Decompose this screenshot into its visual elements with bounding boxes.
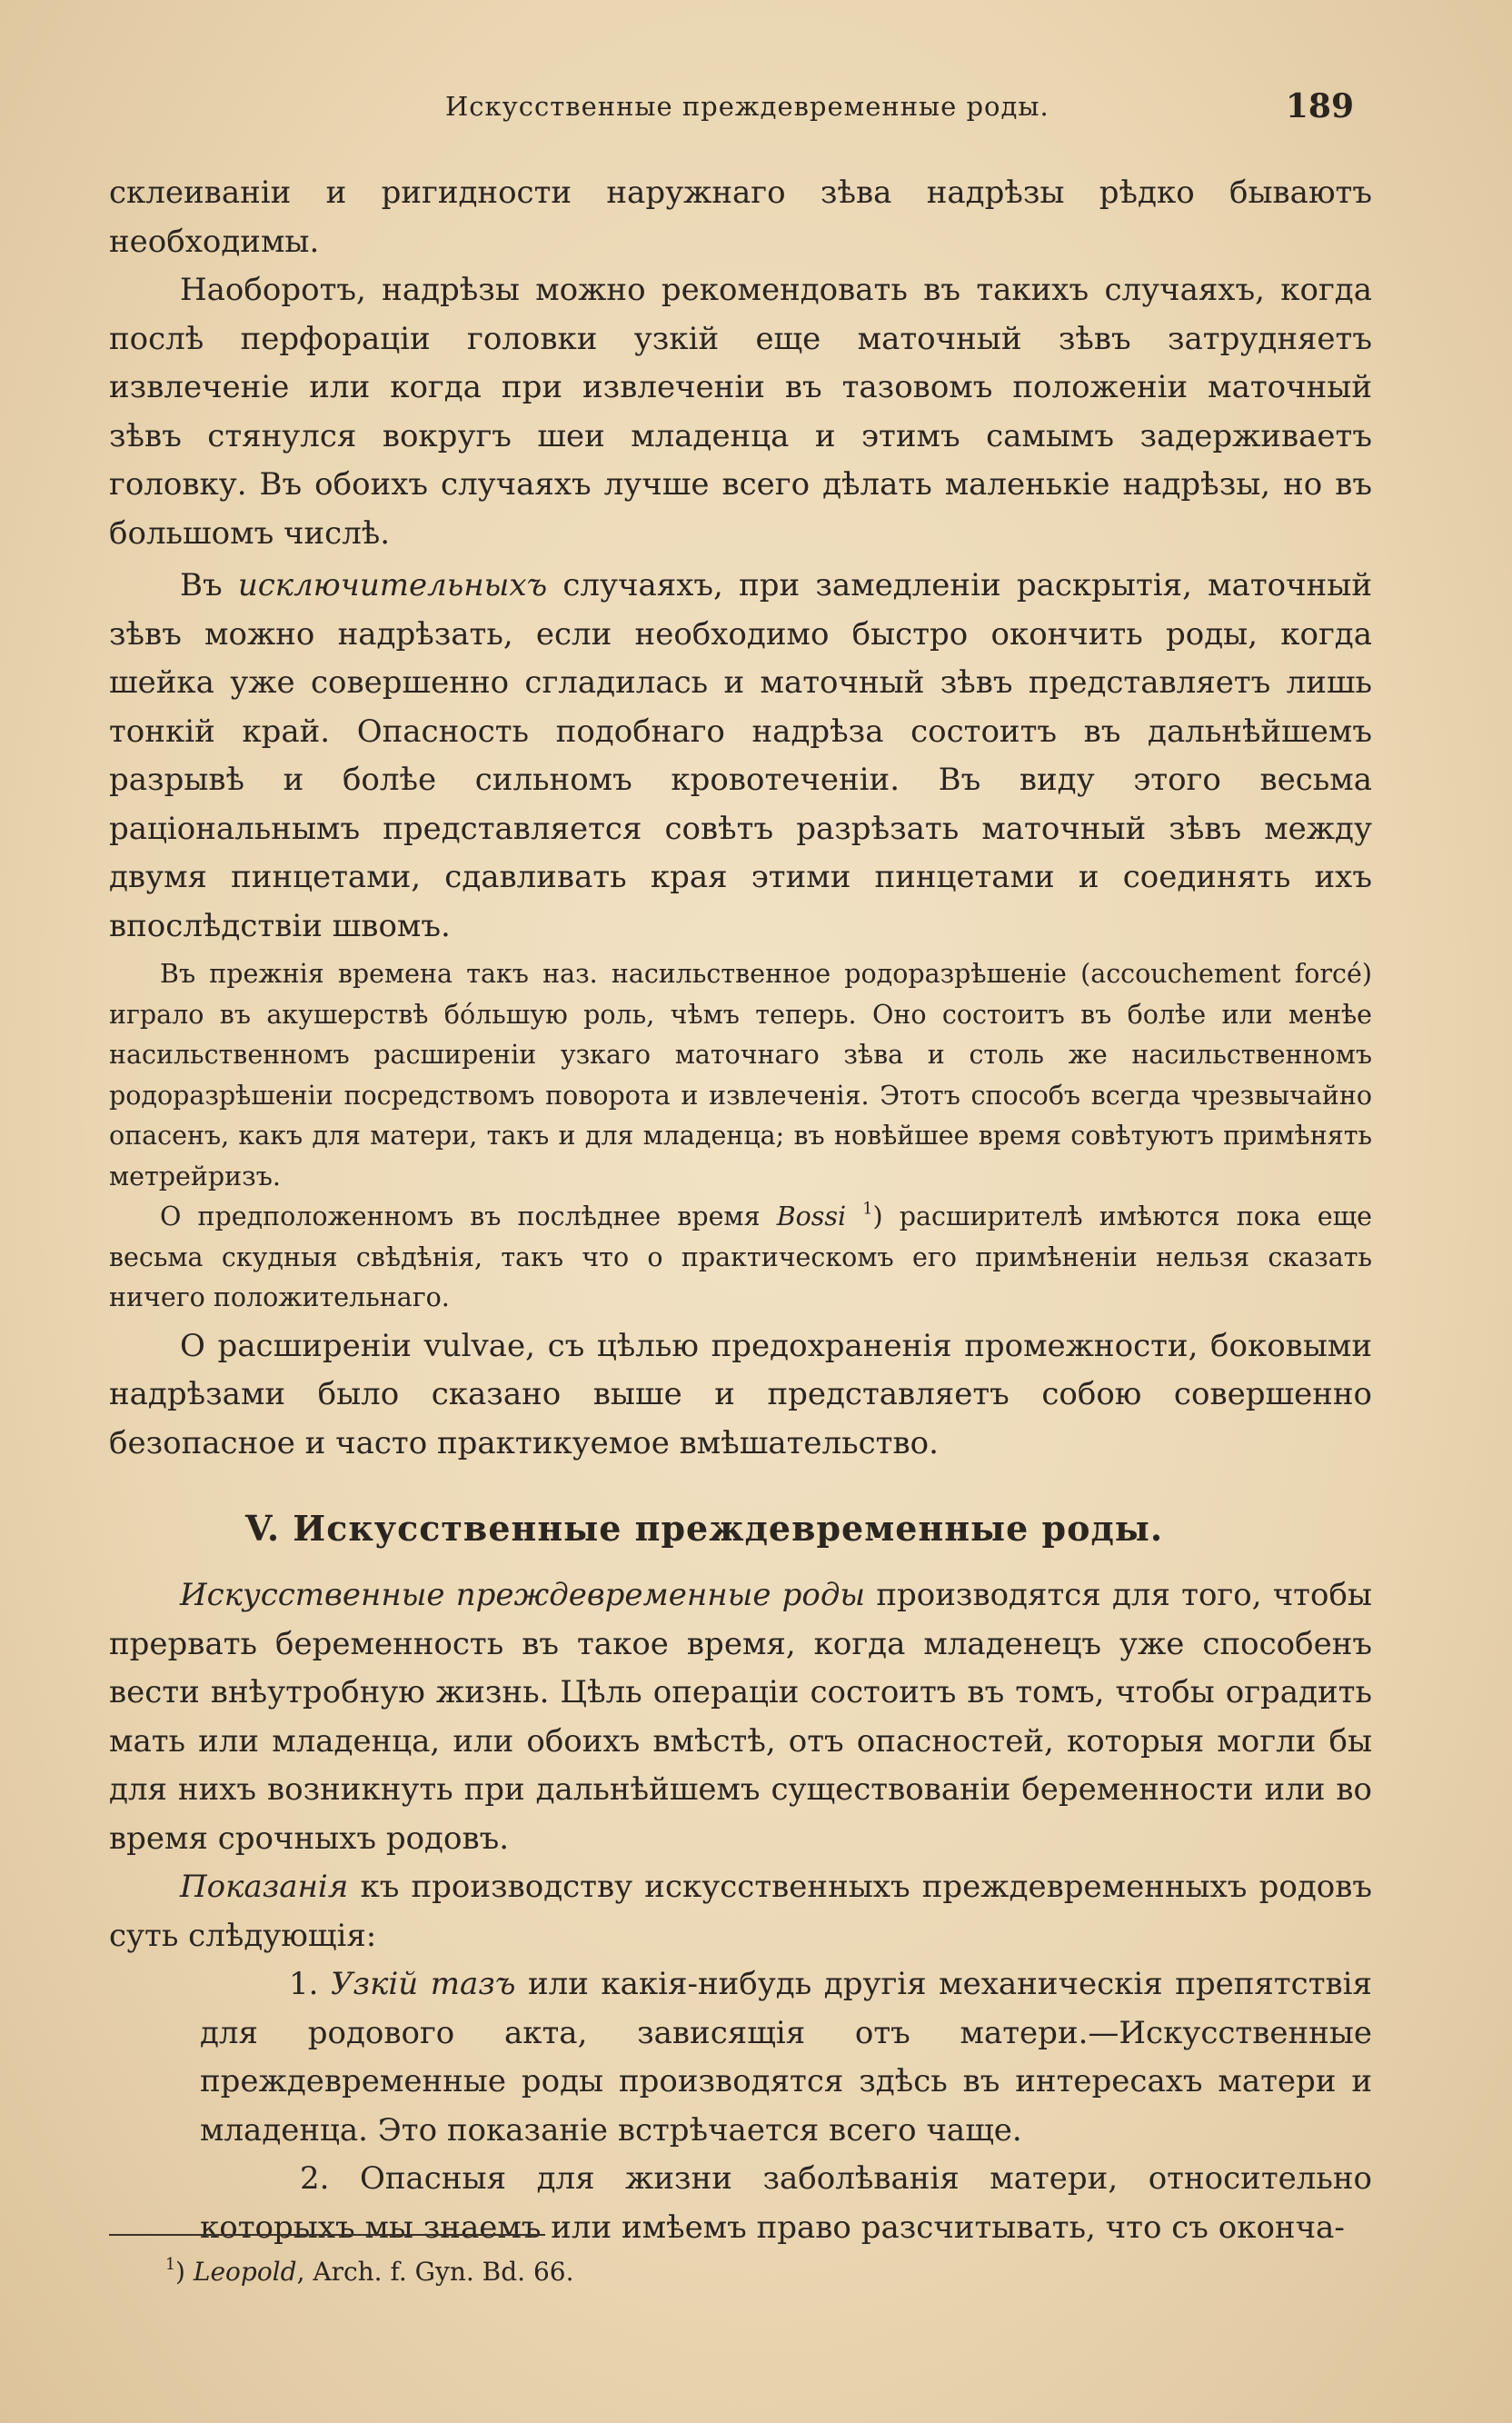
page-number: 189 xyxy=(1285,87,1354,125)
text-run: случаяхъ, при замедленіи раскрытія, маточный зѣвъ можно надрѣзать, если необходимо быстро окончить роды, когда шейка уже совершенно сгладилась и маточный зѣвъ представляетъ лишь тонкій край. Опасность подобнаго надрѣза состоитъ въ дальнѣйшемъ разрывѣ и болѣе сильномъ кровотеченіи. Въ виду этого весьма раціональнымъ представляется совѣтъ разрѣзать маточный зѣвъ между двумя пинцетами, сдавливать края этими пинцетами и соединять ихъ впослѣдствіи швомъ. xyxy=(109,567,1372,944)
text-run: или какія-нибудь другія механическія препятствія для родового акта, зависящія отъ матери.—Искусственные преждевременные роды производятся здѣсь въ интересахъ матери и младенца. Это показаніе встрѣчается всего чаще. xyxy=(200,1966,1372,2149)
emphasis-term: Узкій тазъ xyxy=(330,1966,516,2002)
paragraph-vulva: О расширеніи vulvae, съ цѣлью предохраненія промежности, боковыми надрѣзами было сказано выше и представляетъ собою совершенно безопасное и часто практикуемое вмѣшательство. xyxy=(109,1327,1372,1461)
list-item: 2. Опасныя для жизни заболѣванія матери, относительно которыхъ мы знаемъ или имѣемъ право разсчитывать, что съ оконча- xyxy=(200,2160,1372,2246)
footnote xyxy=(165,2254,574,2290)
footnote-mark: 1 xyxy=(165,2255,176,2274)
book-page xyxy=(109,0,1372,2423)
emphasis-term: Показанія xyxy=(180,1869,349,1905)
running-title: Искусственные преждевременные роды. xyxy=(445,91,1049,122)
text-run: О предположенномъ въ послѣднее время xyxy=(160,1202,777,1231)
text-run: Въ xyxy=(180,567,238,603)
emphasis-text: исключительныхъ xyxy=(237,567,548,603)
footnote-reference: , Arch. f. Gyn. Bd. 66. xyxy=(296,2257,574,2287)
footnote-author: Leopold xyxy=(193,2257,297,2287)
paragraph-continuation: склеиваніи и ригидности наружнаго зѣва надрѣзы рѣдко бываютъ необходимы. xyxy=(109,174,1372,260)
paragraph-incisions: Наоборотъ, надрѣзы можно рекомендовать въ такихъ случаяхъ, когда послѣ перфораціи головки узкій еще маточный зѣвъ затрудняетъ извлеченіе или когда при извлеченіи въ тазовомъ положеніи маточный зѣвъ стянулся вокругъ шеи младенца и этимъ самымъ задерживаетъ головку. Въ обоихъ случаяхъ лучше всего дѣлать маленькіе надрѣзы, но въ большомъ числѣ. xyxy=(109,272,1372,552)
text-run: ) расширителѣ имѣются пока еще весьма скудныя свѣдѣнія, такъ что о практическомъ его примѣненіи нельзя сказать ничего положительнаго. xyxy=(109,1202,1373,1312)
paragraph-definition xyxy=(109,1571,1372,1863)
list-item xyxy=(109,1960,1372,2155)
text-run: производятся для того, чтобы прервать беременность въ такое время, когда младенецъ уже способенъ вести внѣутробную жизнь. Цѣль операціи состоитъ въ томъ, чтобы оградить мать или младенца, или обоихъ вмѣстѣ, отъ опасностей, которыя могли бы для нихъ возникнуть при дальнѣйшемъ существованіи беременности или во время срочныхъ родовъ. xyxy=(109,1577,1372,1857)
text-run: къ производству искусственныхъ преждевременныхъ родовъ суть слѣдующія: xyxy=(109,1869,1372,1954)
footnote-divider xyxy=(109,2234,545,2236)
paragraph-exceptional-cases xyxy=(109,562,1372,951)
footnote-mark-close: ) xyxy=(175,2257,194,2287)
emphasis-author: Bossi xyxy=(776,1202,847,1231)
paragraph-indications xyxy=(109,1863,1372,1960)
paragraph-accouchement-force: Въ прежнія времена такъ наз. насильственное родоразрѣшеніе (accouchement forcé) играло въ акушерствѣ бóльшую роль, чѣмъ теперь. Оно состоитъ въ болѣе или менѣе насильственномъ расширеніи узкаго маточнаго зѣва и столь же насильственномъ родоразрѣшеніи посредствомъ поворота и извлеченія. Этотъ способъ всегда чрезвычайно опасенъ, какъ для матери, такъ и для младенца; въ новѣйшее время совѣтуютъ примѣнять метрейризъ. xyxy=(109,959,1372,1192)
body-text xyxy=(109,169,1372,2252)
paragraph-bossi xyxy=(109,1197,1372,1319)
footnote-marker: 1 xyxy=(862,1200,873,1219)
list-number: 1. xyxy=(289,1966,331,2002)
running-head xyxy=(109,87,1372,133)
emphasis-term: Искусственные преждевременные роды xyxy=(180,1577,866,1613)
section-heading: V. Искусственные преждевременные роды. xyxy=(245,1508,1164,1549)
